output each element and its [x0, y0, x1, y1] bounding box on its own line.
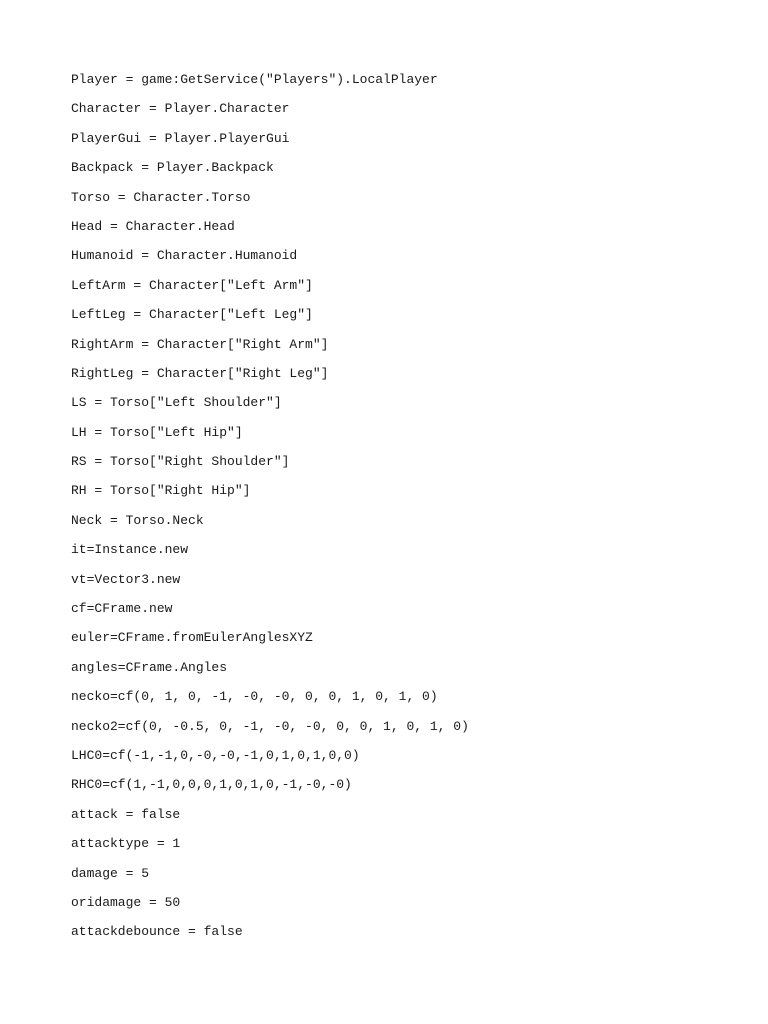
code-line: Head = Character.Head — [71, 218, 235, 234]
code-line: damage = 5 — [71, 865, 150, 881]
code-line: PlayerGui = Player.PlayerGui — [71, 130, 290, 146]
code-line: necko2=cf(0, -0.5, 0, -1, -0, -0, 0, 0, 1, 0, 1, 0) — [71, 718, 469, 734]
code-block — [71, 71, 469, 953]
code-line: LeftArm = Character["Left Arm"] — [71, 277, 313, 293]
code-line: LeftLeg = Character["Left Leg"] — [71, 307, 313, 323]
code-line: Character = Player.Character — [71, 101, 290, 117]
code-line: attackdebounce = false — [71, 924, 243, 940]
code-line: RightLeg = Character["Right Leg"] — [71, 365, 329, 381]
code-line: Player = game:GetService("Players").LocalPlayer — [71, 72, 438, 87]
code-line: LH = Torso["Left Hip"] — [71, 424, 243, 440]
code-line: Humanoid = Character.Humanoid — [71, 248, 298, 264]
code-line: Backpack = Player.Backpack — [71, 160, 274, 176]
code-line: oridamage = 50 — [71, 894, 181, 910]
code-line: Neck = Torso.Neck — [71, 512, 204, 528]
code-line: Torso = Character.Torso — [71, 189, 251, 205]
code-line: RHC0=cf(1,-1,0,0,0,1,0,1,0,-1,-0,-0) — [71, 777, 352, 793]
code-line: RH = Torso["Right Hip"] — [71, 483, 251, 499]
code-line: cf=CFrame.new — [71, 601, 173, 617]
code-line: LHC0=cf(-1,-1,0,-0,-0,-1,0,1,0,1,0,0) — [71, 747, 360, 763]
code-line: LS = Torso["Left Shoulder"] — [71, 395, 282, 411]
code-line: angles=CFrame.Angles — [71, 659, 228, 675]
code-line: it=Instance.new — [71, 542, 189, 558]
code-line: RightArm = Character["Right Arm"] — [71, 336, 329, 352]
code-line: RS = Torso["Right Shoulder"] — [71, 454, 290, 470]
code-line: attacktype = 1 — [71, 836, 181, 852]
code-line: vt=Vector3.new — [71, 571, 181, 587]
code-line: attack = false — [71, 806, 181, 822]
code-line: necko=cf(0, 1, 0, -1, -0, -0, 0, 0, 1, 0, 1, 0) — [71, 689, 438, 705]
code-line: euler=CFrame.fromEulerAnglesXYZ — [71, 630, 313, 646]
